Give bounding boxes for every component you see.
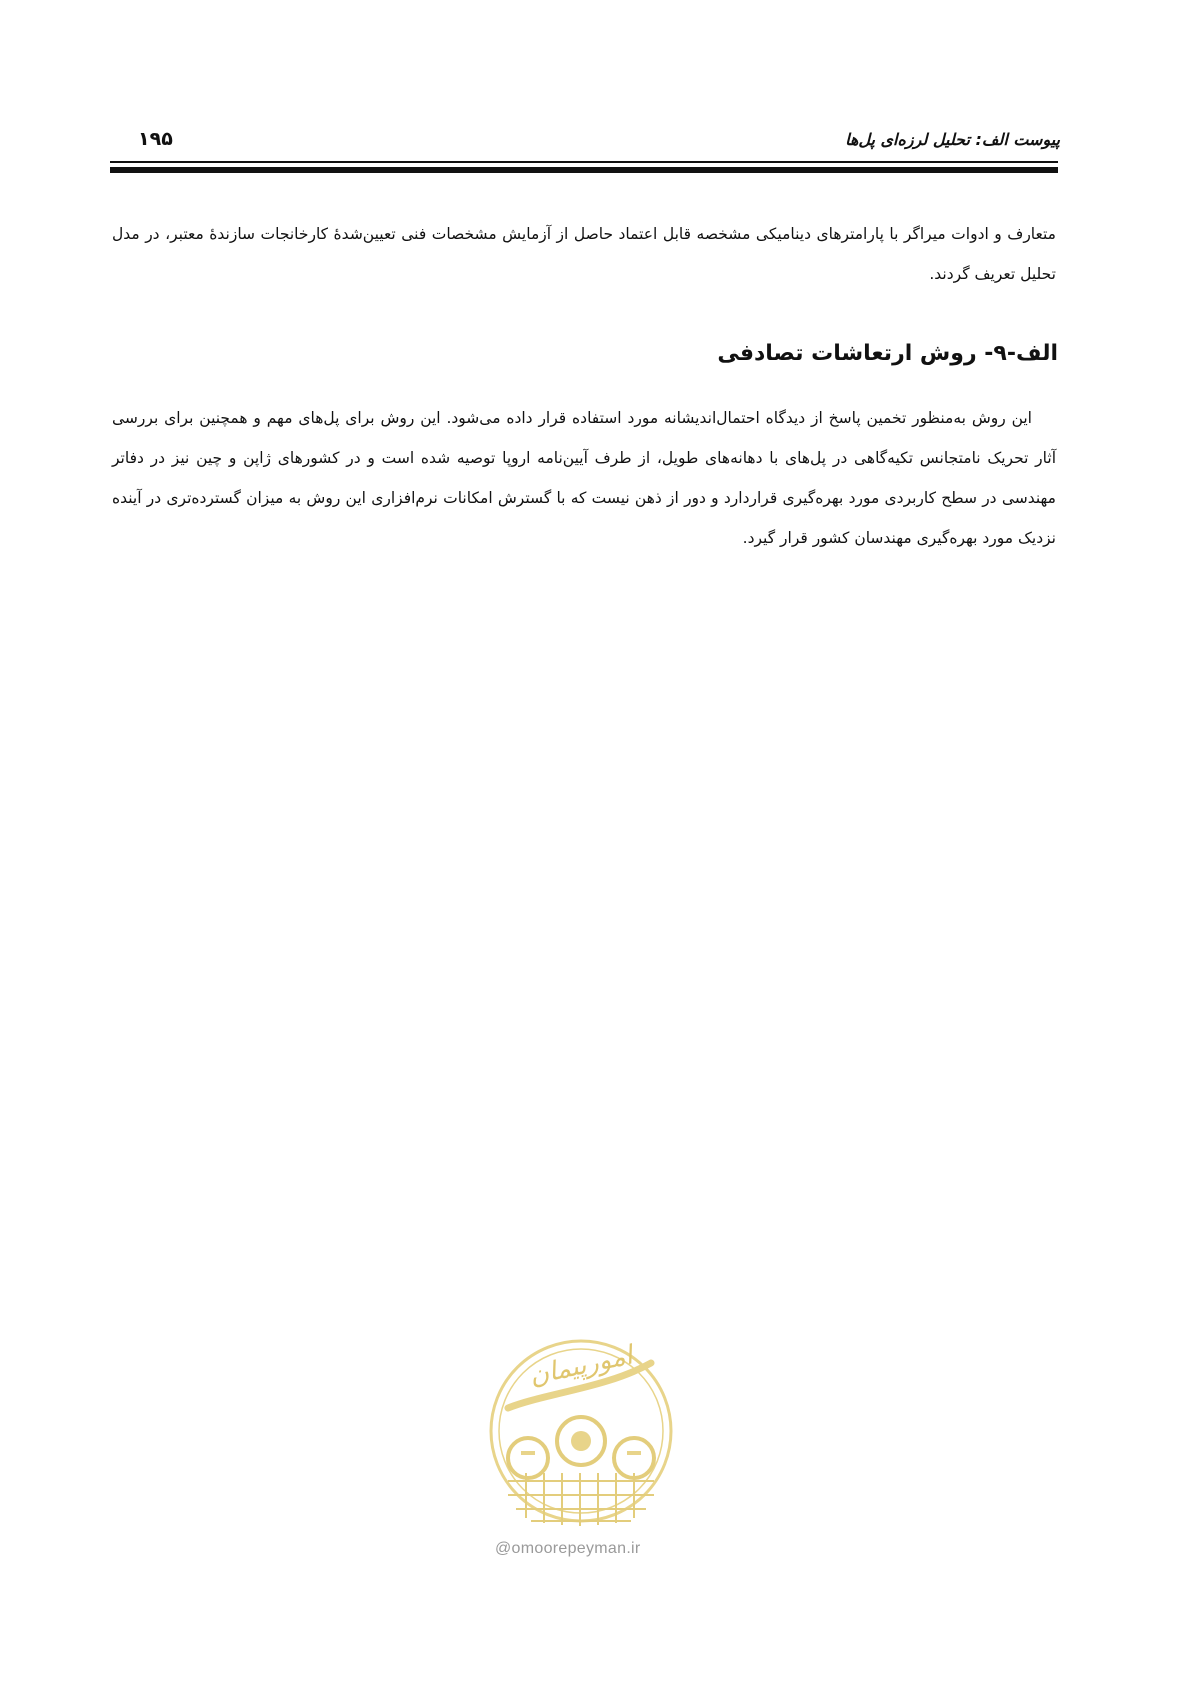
section-heading: الف-۹- روش ارتعاشات تصادفی xyxy=(717,341,1058,366)
watermark-url: @omoorepeyman.ir xyxy=(495,1540,641,1557)
watermark-logo-text: امورپیمان xyxy=(526,1340,636,1392)
header-rule-thick xyxy=(110,167,1058,173)
watermark-logo xyxy=(486,1333,676,1542)
body-paragraph-1: متعارف و ادوات میراگر با پارامترهای دینامیکی مشخصه قابل اعتماد حاصل از آزمایش مشخصات فنی تعیین‌شدهٔ کارخانجات سازندهٔ معتبر، در مدل تحلیل تعریف گردند. xyxy=(112,225,1056,283)
page-number: ۱۹۵ xyxy=(138,128,173,150)
body-paragraph-2: این روش به‌منظور تخمین پاسخ از دیدگاه احتمال‌اندیشانه مورد استفاده قرار داده می‌شود. این روش برای پل‌های مهم و همچنین برای بررسی آثار تحریک نامتجانس تکیه‌گاهی در پل‌های با دهانه‌های طویل، از طرف آیین‌نامه اروپا توصیه شده است و در کشورهای ژاپن و چین نیز در دفاتر مهندسی در سطح کاربردی مورد بهره‌گیری قراردارد و دور از ذهن نیست که با گسترش امکانات نرم‌افزاری این روش به میزان گسترده‌تری در آینده نزدیک مورد بهره‌گیری مهندسان کشور قرار گیرد. xyxy=(112,409,1056,547)
header-rule-thin xyxy=(110,161,1058,163)
running-header-title: پیوست الف: تحلیل لرزه‌ای پل‌ها xyxy=(845,130,1060,149)
